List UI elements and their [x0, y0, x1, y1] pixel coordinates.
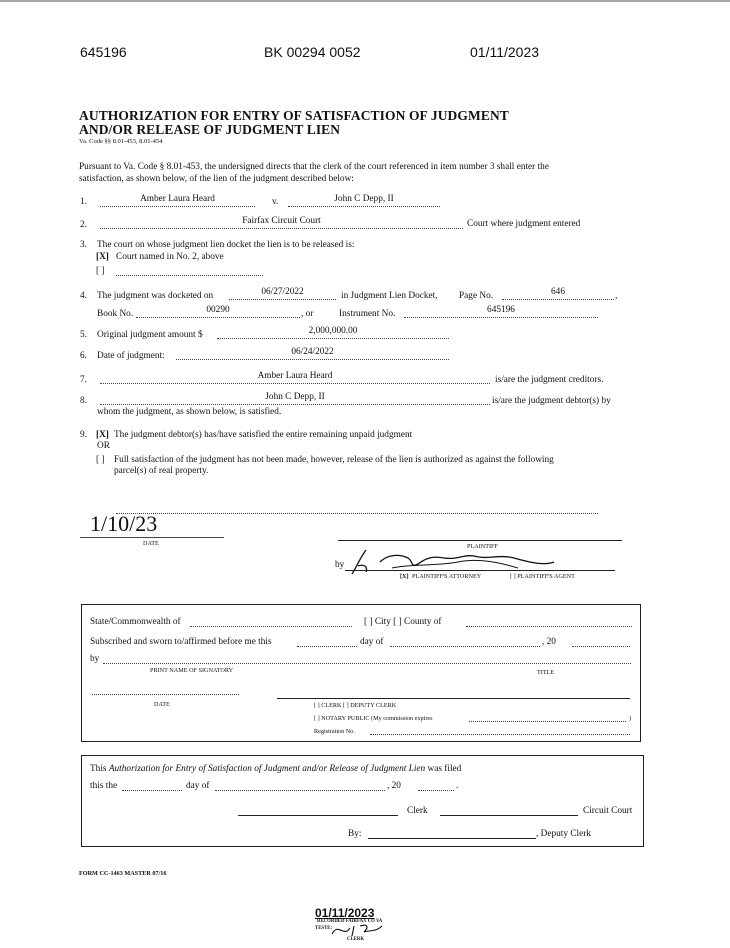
creditor-suffix: is/are the judgment creditors.: [495, 375, 604, 385]
item-3-number: 3.: [80, 240, 87, 250]
notary-close-paren: ): [629, 715, 632, 722]
date-line: [80, 537, 224, 538]
sworn-label: Subscribed and sworn to/affirmed before me this: [90, 637, 272, 647]
registration-label: Registration No.: [314, 728, 355, 735]
filing-line-1: [90, 764, 461, 775]
or-text: , or: [301, 309, 314, 319]
filing-was-filed: was filed: [427, 764, 462, 774]
plaintiff-label: PLAINTIFF: [467, 543, 498, 550]
sworn-year: , 20: [542, 637, 556, 647]
filing-deputy-clerk: , Deputy Clerk: [536, 829, 591, 839]
stamp-recorded: RECORDED FAIRFAX CO VA: [317, 919, 383, 924]
title-label: TITLE: [537, 669, 555, 676]
notary-by: by: [90, 654, 100, 664]
filing-clerk-label: Clerk: [407, 806, 428, 816]
notary-date-label: DATE: [154, 701, 170, 708]
item-8-number: 8.: [80, 396, 87, 406]
item-9-number: 9.: [80, 430, 87, 440]
filing-year-line: [418, 790, 454, 791]
judgment-date-line: [176, 359, 449, 360]
signed-date: 1/10/23: [90, 511, 158, 536]
sworn-day-of: day of: [360, 637, 384, 647]
registration-line: [370, 734, 630, 735]
filing-clerk-line: [238, 815, 398, 816]
book-page: BK 00294 0052: [264, 44, 361, 60]
sworn-year-line: [572, 646, 630, 647]
plaintiff-line-sig: [338, 540, 622, 541]
docketed-label: The judgment was docketed on: [97, 291, 214, 301]
docketed-date: 06/27/2022: [261, 287, 304, 297]
form-number: FORM CC-1463 MASTER 07/16: [79, 870, 167, 877]
debtor-name: John C Depp, II: [265, 392, 325, 402]
intro-line-2: satisfaction, as shown below, of the lien of the judgment described below:: [79, 174, 354, 184]
attorney-label: PLAINTIFF'S ATTORNEY: [412, 573, 482, 580]
defendant-line: [288, 206, 440, 207]
book-label: Book No.: [97, 309, 134, 319]
date-label: DATE: [143, 540, 159, 547]
filing-by-label: By:: [348, 829, 362, 839]
filing-period: .: [456, 781, 459, 791]
clerk-sig-line: [277, 698, 630, 699]
top-border: [0, 0, 730, 2]
checkbox-satisfied[interactable]: [X]: [96, 430, 109, 440]
checkbox-other-court[interactable]: [ ]: [96, 266, 105, 276]
checkbox-partial[interactable]: [ ]: [96, 455, 105, 465]
defendant-name: John C Depp, II: [334, 194, 394, 204]
debtor-line: [100, 404, 490, 405]
filing-court-line: [440, 815, 578, 816]
signatory-line: [103, 663, 631, 664]
page-no-line: [502, 299, 614, 300]
page-no: 646: [551, 287, 565, 297]
item-7-number: 7.: [80, 375, 87, 385]
filing-this-the: this the: [90, 781, 118, 791]
filing-circuit-court: Circuit Court: [583, 806, 633, 816]
versus-label: v.: [272, 197, 279, 207]
attorney-checkbox[interactable]: [X]: [400, 573, 409, 580]
title-line-1: AUTHORIZATION FOR ENTRY OF SATISFACTION OF JUDGMENT: [79, 108, 509, 123]
amount-line: [217, 338, 449, 339]
item-6-number: 6.: [80, 351, 87, 361]
checkbox-court-named[interactable]: [X]: [96, 252, 109, 262]
county-line: [466, 626, 632, 627]
notary-date-line: [92, 694, 239, 695]
filing-this: This: [90, 764, 107, 774]
book-no-line: [136, 317, 300, 318]
debtor-line-2: whom the judgment, as shown below, is satisfied.: [97, 407, 282, 417]
instrument-label: Instrument No.: [339, 309, 396, 319]
book-no: 00290: [206, 305, 230, 315]
court-name: Fairfax Circuit Court: [242, 216, 321, 226]
document-title: [79, 109, 509, 137]
city-county-label: [ ] City [ ] County of: [364, 617, 442, 627]
print-name-label: PRINT NAME OF SIGNATORY: [150, 667, 234, 674]
court-suffix: Court where judgment entered: [467, 219, 581, 229]
by-label: by: [335, 560, 345, 570]
filing-month-line: [215, 790, 385, 791]
stamp-date: 01/11/2023: [315, 906, 375, 920]
stamp-clerk: CLERK: [347, 937, 365, 942]
or-label: OR: [97, 441, 110, 451]
item-3-question: The court on whose judgment lien docket the lien is to be released is:: [97, 240, 355, 250]
filing-document-name: Authorization for Entry of Satisfaction of Judgment and/or Release of Judgment Lien: [108, 764, 426, 774]
plaintiff-line: [100, 206, 255, 207]
clerk-options: [ ] CLERK [ ] DEPUTY CLERK: [314, 702, 397, 709]
option-partial-1: Full satisfaction of the judgment has not been made, however, release of the lien is authorized as against the following: [114, 455, 554, 465]
item-1-number: 1.: [80, 197, 87, 207]
title-line-2: AND/OR RELEASE OF JUDGMENT LIEN: [79, 122, 341, 137]
instrument-no: 645196: [487, 305, 515, 315]
header-date: 01/11/2023: [470, 44, 540, 60]
page-comma: ,: [615, 291, 618, 301]
docket-label: in Judgment Lien Docket,: [341, 291, 438, 301]
notary-public-label: [ ] NOTARY PUBLIC (My commission expires: [314, 715, 433, 722]
code-citation: Va. Code §§ 8.01-453, 8.01-454: [79, 138, 163, 145]
judgment-date-label: Date of judgment:: [97, 351, 165, 361]
parcel-line: [116, 513, 598, 514]
page-label: Page No.: [459, 291, 494, 301]
sworn-day-line: [297, 646, 357, 647]
creditor-name: Amber Laura Heard: [257, 371, 333, 381]
filing-day-of: day of: [186, 781, 210, 791]
option-partial-2: parcel(s) of real property.: [114, 466, 209, 476]
option-satisfied: The judgment debtor(s) has/have satisfied the entire remaining unpaid judgment: [114, 430, 413, 440]
judgment-amount: 2,000,000.00: [308, 326, 358, 336]
item-4-number: 4.: [80, 291, 87, 301]
creditor-line: [100, 383, 490, 384]
filing-year: , 20: [387, 781, 401, 791]
state-line: [190, 626, 352, 627]
judgment-date: 06/24/2022: [291, 347, 334, 357]
filing-day-line: [122, 790, 182, 791]
plaintiff-name: Amber Laura Heard: [140, 194, 215, 204]
court-line: [100, 228, 463, 229]
agent-label[interactable]: [ ] PLAINTIFF'S AGENT: [510, 573, 575, 580]
option-court-named: Court named in No. 2, above: [116, 252, 224, 262]
doc-number: 645196: [80, 44, 127, 60]
debtor-suffix: is/are the judgment debtor(s) by: [492, 396, 611, 406]
state-label: State/Commonwealth of: [90, 617, 181, 627]
intro-line-1: Pursuant to Va. Code § 8.01-453, the undersigned directs that the clerk of the court referenced in item number 3 shall enter the: [79, 162, 549, 172]
docketed-date-line: [229, 299, 336, 300]
stamp-teste: TESTE:: [315, 926, 333, 931]
instrument-no-line: [404, 317, 598, 318]
item-2-number: 2.: [80, 220, 87, 230]
other-court-line: [116, 275, 263, 276]
amount-label: Original judgment amount $: [97, 330, 203, 340]
filing-deputy-line: [368, 838, 536, 839]
commission-line: [469, 721, 626, 722]
item-5-number: 5.: [80, 330, 87, 340]
sworn-month-line: [390, 646, 540, 647]
